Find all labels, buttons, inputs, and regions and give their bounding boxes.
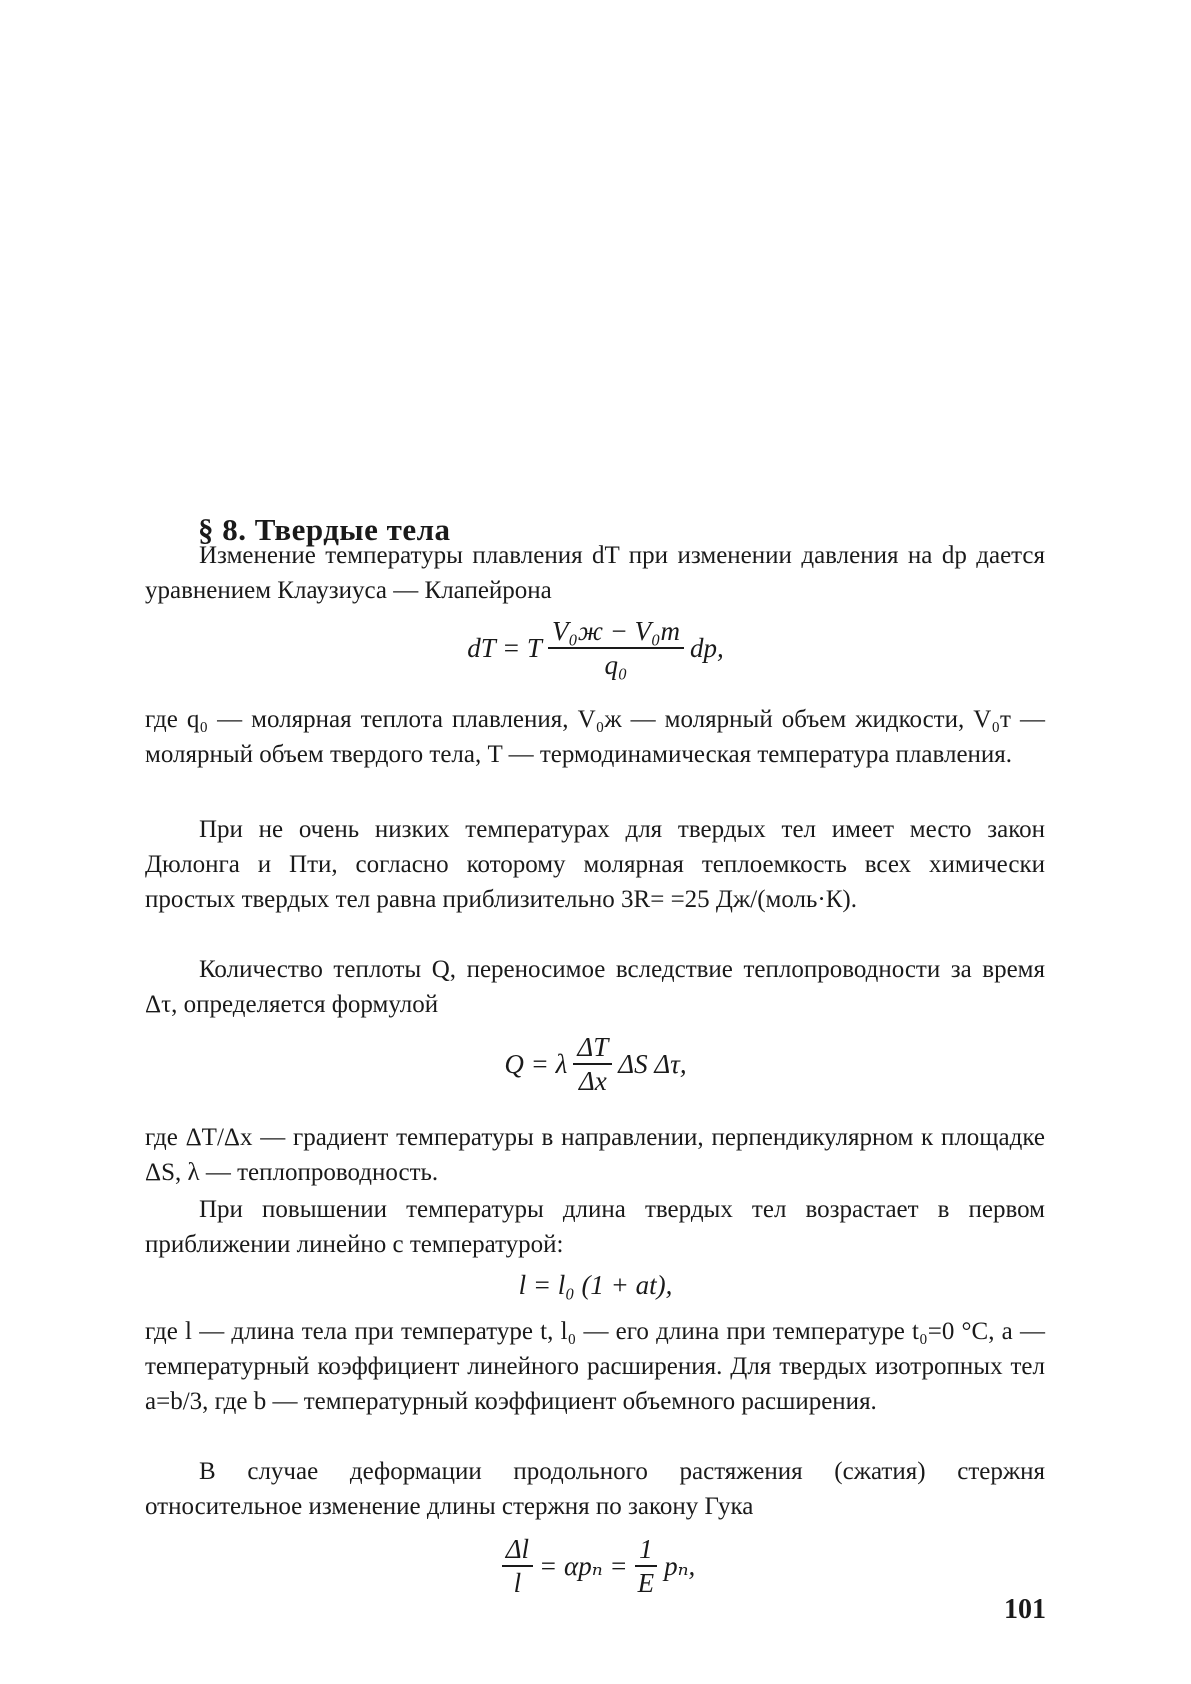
formula-hooke-law — [0, 1528, 1191, 1604]
paragraph-1-text: Изменение температуры плавления dT при изменении давления на dp дается уравнением Клаузиуса — Клапейрона — [145, 542, 1045, 604]
paragraph-6 — [145, 1192, 1045, 1262]
paragraph-7-text: где l — длина тела при температуре t, l₀ — его длина при температуре t₀=0 °C, a — температурный коэффициент линейного расширения. Для твердых изотропных тел a=b/3, где b — температурный коэффициент объемного расширения. — [145, 1318, 1045, 1415]
formula-4-middle: = αpₙ = — [539, 1550, 628, 1581]
paragraph-3 — [145, 812, 1045, 917]
paragraph-4-text: Количество теплоты Q, переносимое вследствие теплопроводности за время Δτ, определяется формулой — [145, 956, 1045, 1018]
paragraph-6-text: При повышении температуры длина твердых тел возрастает в первом приближении линейно с температурой: — [145, 1196, 1045, 1258]
paragraph-8-text: В случае деформации продольного растяжения (сжатия) стержня относительное изменение длины стержня по закону Гука — [145, 1458, 1045, 1520]
formula-1-rhs: dp, — [690, 632, 724, 663]
formula-heat-conduction — [0, 1024, 1191, 1104]
formula-2-fraction — [573, 1032, 612, 1096]
paragraph-8 — [145, 1454, 1045, 1524]
paragraph-3-text: При не очень низких температурах для твердых тел имеет место закон Дюлонга и Пти, согласно которому молярная теплоемкость всех химически простых твердых тел равна приблизительно 3R= =25 Дж/(моль·К). — [145, 816, 1045, 913]
formula-4-numerator-1: Δl — [502, 1534, 533, 1567]
formula-4-rhs: pₙ, — [664, 1550, 696, 1581]
formula-2-numerator: ΔT — [573, 1032, 612, 1065]
paragraph-5-text: где ΔT/Δx — градиент температуры в направлении, перпендикулярном к площадке ΔS, λ — теплопроводность. — [145, 1124, 1045, 1186]
formula-1-fraction — [548, 616, 684, 680]
formula-4-numerator-2: 1 — [635, 1534, 657, 1567]
formula-2-lhs: Q = λ — [504, 1048, 568, 1079]
paragraph-7 — [145, 1314, 1045, 1419]
formula-4-fraction-2 — [634, 1534, 659, 1598]
formula-1-lhs: dT = T — [467, 632, 542, 663]
paragraph-2 — [145, 702, 1045, 772]
formula-4-denominator-1: l — [513, 1568, 522, 1598]
formula-3-text: l = l₀ (1 + at), — [518, 1269, 673, 1300]
formula-clausius-clapeyron — [0, 608, 1191, 688]
formula-2-rhs: ΔS Δτ, — [618, 1048, 687, 1079]
formula-1-denominator: q₀ — [604, 650, 628, 680]
page-number: 101 — [1004, 1594, 1046, 1625]
paragraph-4 — [145, 952, 1045, 1022]
paragraph-5 — [145, 1120, 1045, 1190]
formula-1-numerator: V₀ж − V₀т — [548, 616, 684, 649]
section-heading: § 8. Твердые тела — [198, 512, 451, 547]
formula-linear-expansion — [0, 1264, 1191, 1306]
formula-2-denominator: Δx — [578, 1066, 607, 1096]
paragraph-2-text: где q₀ — молярная теплота плавления, V₀ж — молярный объем жидкости, V₀т — молярный объем твердого тела, T — термодинамическая температура плавления. — [145, 706, 1045, 768]
paragraph-1 — [145, 538, 1045, 608]
formula-4-denominator-2: E — [637, 1568, 655, 1598]
formula-4-fraction-1 — [502, 1534, 533, 1598]
